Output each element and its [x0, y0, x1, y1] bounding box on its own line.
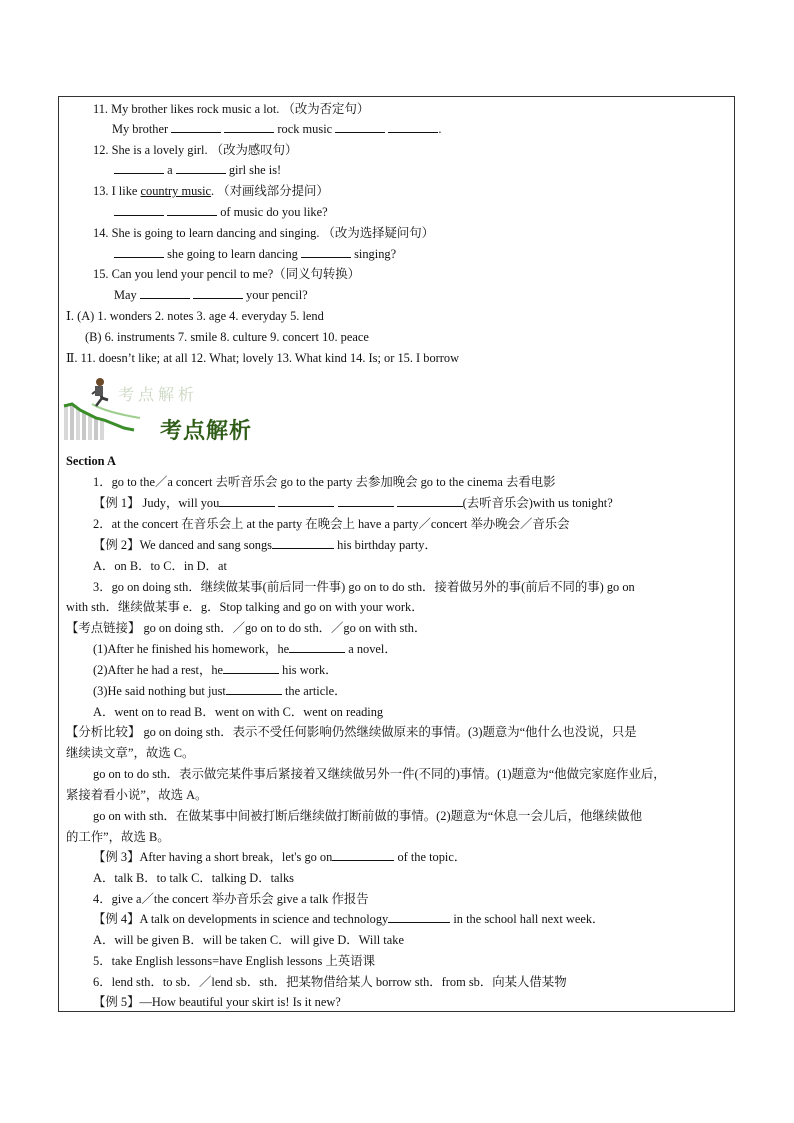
answer-key-1: Ⅰ. (A) 1. wonders 2. notes 3. age 4. everyday 5. lend — [66, 309, 324, 323]
blank — [388, 121, 438, 133]
question-12-answer-line: a girl she is! — [114, 162, 281, 178]
link-options: A．went on to read B．went on with C．went on reading — [93, 705, 384, 719]
blank — [224, 121, 274, 133]
point-1: 1．go to the／a concert 去听音乐会 go to the party 去参加晚会 go to the cinema 去看电影 — [93, 475, 556, 489]
point-6: 6．lend sth．to sb．／lend sb．sth．把某物借给某人 borrow sth．from sb．向某人借某物 — [93, 975, 567, 989]
blank — [272, 537, 334, 549]
point-3-line-1: 3．go on doing sth．继续做某事(前后同一件事) go on to do sth．接着做另外的事(前后不同的事) go on — [93, 580, 635, 594]
question-15: 15. Can you lend your pencil to me?（同义句转换） — [93, 267, 361, 281]
blank — [171, 121, 221, 133]
running-man-icon — [92, 378, 108, 406]
question-15-answer-line: May your pencil? — [114, 288, 308, 302]
blank — [114, 246, 164, 258]
blank — [176, 162, 226, 174]
blank — [388, 911, 450, 923]
example-2: 【例 2】We danced and sang songs his birthday party． — [93, 538, 437, 552]
blank — [335, 121, 385, 133]
question-14: 14. She is going to learn dancing and singing. （改为选择疑问句） — [93, 226, 435, 240]
answer-key-3: Ⅱ. 11. doesn’t like; at all 12. What; lovely 13. What kind 14. Is; or 15. I borrow — [66, 351, 460, 365]
question-14-answer-line: she going to learn dancing singing? — [114, 246, 396, 262]
analysis-1-line-1: 【分析比较】 go on doing sth．表示不受任何影响仍然继续做原来的事情。(3)题意为“他什么也没说，只是 — [66, 725, 637, 739]
analysis-2-line-1: go on to do sth．表示做完某件事后紧接着又继续做另外一件(不同的)事情。(1)题意为“他做完家庭作业后， — [93, 767, 666, 781]
blank — [219, 495, 275, 507]
example-1: 【例 1】 Judy，will you (去听音乐会)with us tonight? — [93, 496, 613, 510]
example-2-options: A．on B．to C．in D．at — [93, 559, 227, 573]
banner-ghost-text: 考点解析 — [118, 385, 199, 404]
stair-bars-icon — [64, 404, 140, 440]
point-5: 5．take English lessons=have English lessons 上英语课 — [93, 954, 375, 968]
blank — [338, 495, 394, 507]
link-item-3: (3)He said nothing but just the article． — [93, 684, 347, 698]
analysis-1-line-2: 继续读文章”，故选 C。 — [66, 746, 195, 760]
blank — [114, 204, 164, 216]
blank — [223, 662, 279, 674]
key-link: 【考点链接】 go on doing sth．／go on to do sth．／go on with sth． — [66, 621, 427, 635]
question-11-answer-line: My brother rock music . — [112, 122, 442, 136]
analysis-3-line-2: 的工作”，故选 B。 — [66, 830, 170, 844]
analysis-2-line-2: 紧接着看小说”，故选 A。 — [66, 788, 208, 802]
example-4: 【例 4】A talk on developments in science and technology in the school hall next week． — [93, 912, 605, 926]
example-3: 【例 3】After having a short break，let's go on of the topic． — [93, 850, 467, 864]
blank — [289, 641, 345, 653]
link-item-1: (1)After he finished his homework，he a novel． — [93, 642, 397, 656]
blank — [332, 849, 394, 861]
blank — [278, 495, 334, 507]
question-12: 12. She is a lovely girl. （改为感叹句） — [93, 143, 298, 157]
example-3-options: A．talk B．to talk C．talking D．talks — [93, 871, 294, 885]
point-4: 4．give a／the concert 举办音乐会 give a talk 作报告 — [93, 892, 369, 906]
example-4-options: A．will be given B．will be taken C．will give D．Will take — [93, 933, 404, 947]
blank — [193, 287, 243, 299]
answer-key-2: (B) 6. instruments 7. smile 8. culture 9. concert 10. peace — [85, 330, 369, 344]
blank — [167, 204, 217, 216]
example-5: 【例 5】—How beautiful your skirt is! Is it new? — [93, 995, 341, 1009]
point-2: 2．at the concert 在音乐会上 at the party 在晚会上 have a party／concert 举办晚会／音乐会 — [93, 517, 570, 531]
analysis-3-line-1: go on with sth．在做某事中间被打断后继续做打断前做的事情。(2)题意为“休息一会儿后，他继续做他 — [93, 809, 642, 823]
question-13: 13. I like country music. （对画线部分提问） — [93, 184, 329, 198]
question-11: 11. My brother likes rock music a lot. （改为否定句） — [93, 102, 370, 116]
blank — [301, 246, 351, 258]
link-item-2: (2)After he had a rest，he his work． — [93, 663, 338, 677]
point-3-line-2: with sth．继续做某事 e．g．Stop talking and go on with your work． — [66, 600, 424, 614]
blank — [226, 683, 282, 695]
question-13-answer-line: of music do you like? — [114, 204, 328, 220]
blank — [397, 495, 463, 507]
blank — [114, 162, 164, 174]
section-title: 考点解析 — [160, 419, 253, 444]
section-a-heading: Section A — [66, 454, 116, 468]
blank — [140, 287, 190, 299]
